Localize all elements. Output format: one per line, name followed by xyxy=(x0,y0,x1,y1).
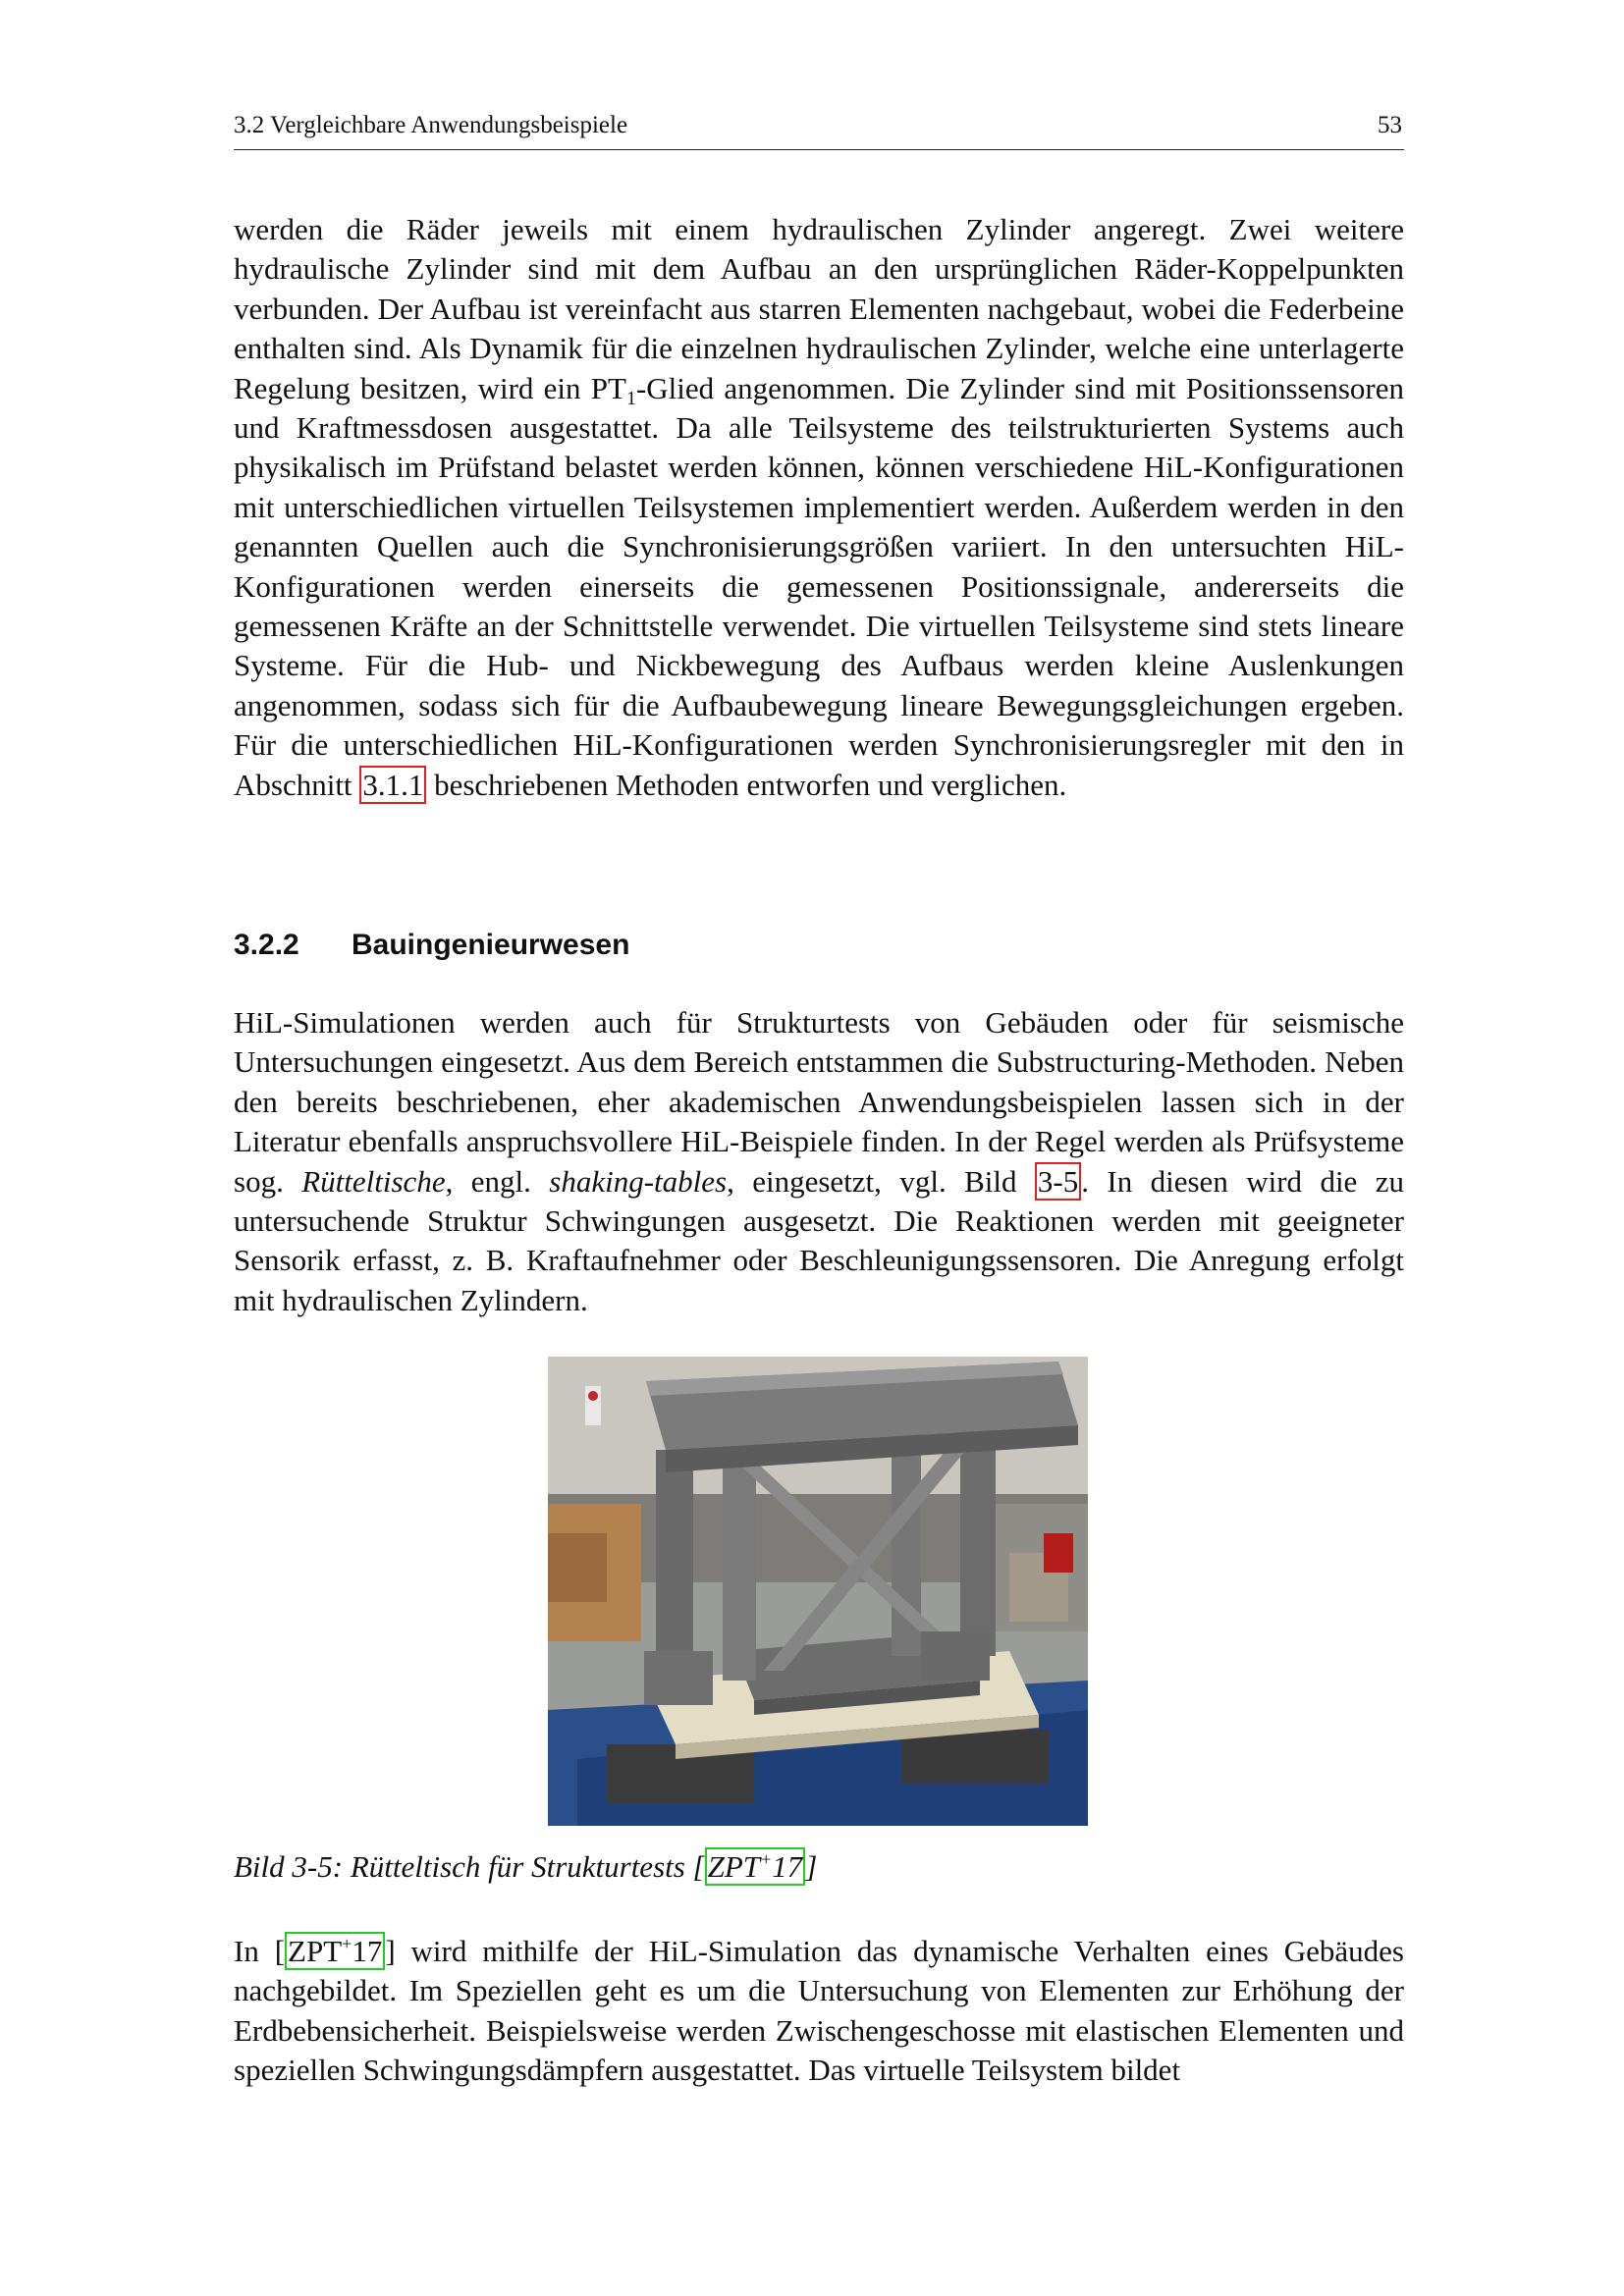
caption-citation-year: 17 xyxy=(772,1849,803,1884)
paragraph-2 xyxy=(234,1003,1404,1320)
caption-citation-key: ZPT xyxy=(707,1849,761,1884)
page-number: 53 xyxy=(1378,112,1402,138)
paragraph-2-text-b: , engl. xyxy=(445,1163,550,1199)
paragraph-2-text-c: , eingesetzt, vgl. Bild xyxy=(727,1163,1035,1199)
paragraph-2-text-d: . In diesen wird die zu untersuchende Struktur Schwingungen ausgesetzt. Die Reaktionen werden mit geeigneter Sensorik erfasst, z. B. Kraftaufnehmer oder Beschleunigungssensoren. Die Anregung erfolgt mit hydraulischen Zylindern. xyxy=(234,1163,1404,1317)
section-ref-link[interactable]: 3.1.1 xyxy=(359,766,426,804)
caption-citation-link[interactable] xyxy=(705,1847,806,1886)
citation-sup: + xyxy=(342,1934,352,1953)
paragraph-2-text-a: HiL-Simulationen werden auch für Strukturtests von Gebäuden oder für seismische Untersuchungen eingesetzt. Aus dem Bereich entstammen die Substructuring-Methoden. Neben den bereits beschriebenen, eher akademischen Anwendungsbeispielen lassen sich in der Literatur ebenfalls anspruchsvollere HiL-Beispiele finden. In der Regel werden als Prüfsysteme sog. xyxy=(234,1005,1404,1199)
paragraph-3 xyxy=(234,1932,1404,2091)
section-number: 3.2.2 xyxy=(234,929,299,961)
section-heading xyxy=(234,929,629,962)
figure-caption-text: : Rütteltisch für Strukturtests [ xyxy=(332,1849,705,1884)
citation-key: ZPT xyxy=(288,1934,343,1968)
figure-caption-end: ] xyxy=(805,1849,818,1884)
paragraph-3-text-b: ] wird mithilfe der HiL-Simulation das dynamische Verhalten eines Gebäudes nachgebildet. Im Speziellen geht es um die Untersuchung von Elementen zur Erhöhung der Erdbebensicherheit. Beispielsweise werden Zwischengeschosse mit elastischen Elementen und speziellen Schwingungsdämpfern ausgestattet. Das virtuelle Teilsystem bildet xyxy=(234,1934,1404,2088)
caption-citation-sup: + xyxy=(760,1849,773,1869)
paragraph-1 xyxy=(234,210,1404,805)
shaking-table-photo xyxy=(548,1357,1088,1826)
citation-link[interactable] xyxy=(285,1932,385,1970)
figure-ref-link[interactable]: 3-5 xyxy=(1035,1162,1081,1201)
paragraph-3-text-a: In [ xyxy=(234,1934,286,1968)
term-shaking-tables: shaking-tables xyxy=(549,1163,728,1199)
paragraph-1-text-a: werden die Räder jeweils mit einem hydraulischen Zylinder angeregt. Zwei weitere hydraulische Zylinder sind mit dem Aufbau an den ursprünglichen Räder-Koppelpunkten verbunden. Der Aufbau ist vereinfacht aus starren Elementen nachgebaut, wobei die Federbeine enthalten sind. Als Dynamik für die einzelnen hydraulischen Zylinder, welche eine unterlagerte Regelung besitzen, wird ein PT xyxy=(234,212,1404,405)
pt1-subscript: 1 xyxy=(625,387,636,409)
running-header xyxy=(234,110,1404,150)
figure-caption xyxy=(234,1849,817,1885)
paragraph-1-text-b: -Glied angenommen. Die Zylinder sind mit Positionssensoren und Kraftmessdosen ausgestattet. Da alle Teilsysteme des teilstrukturierten Systems auch physikalisch im Prüfstand belastet werden können, können verschiedene HiL-Konfigurationen mit unterschiedlichen virtuellen Teilsystemen implementiert werden. Außerdem werden in den genannten Quellen auch die Synchronisierungsgrößen variiert. In den untersuchten HiL-Konfigurationen werden einerseits die gemessenen Positionssignale, andererseits die gemessenen Kräfte an der Schnittstelle verwendet. Die virtuellen Teilsysteme sind stets lineare Systeme. Für die Hub- und Nickbewegung des Aufbaus werden kleine Auslenkungen angenommen, sodass sich für die Aufbaubewegung lineare Bewegungsgleichungen ergeben. Für die unterschiedlichen HiL-Konfigurationen werden Synchronisierungsregler mit den in Abschnitt xyxy=(234,370,1404,802)
section-title: Bauingenieurwesen xyxy=(352,929,630,961)
figure-label: Bild 3-5 xyxy=(234,1849,333,1884)
citation-year: 17 xyxy=(352,1934,383,1968)
term-ruetteltische: Rütteltische xyxy=(301,1163,446,1199)
header-section-title: 3.2 Vergleichbare Anwendungsbeispiele xyxy=(234,112,628,138)
paragraph-1-text-c: beschriebenen Methoden entworfen und verglichen. xyxy=(426,767,1067,802)
